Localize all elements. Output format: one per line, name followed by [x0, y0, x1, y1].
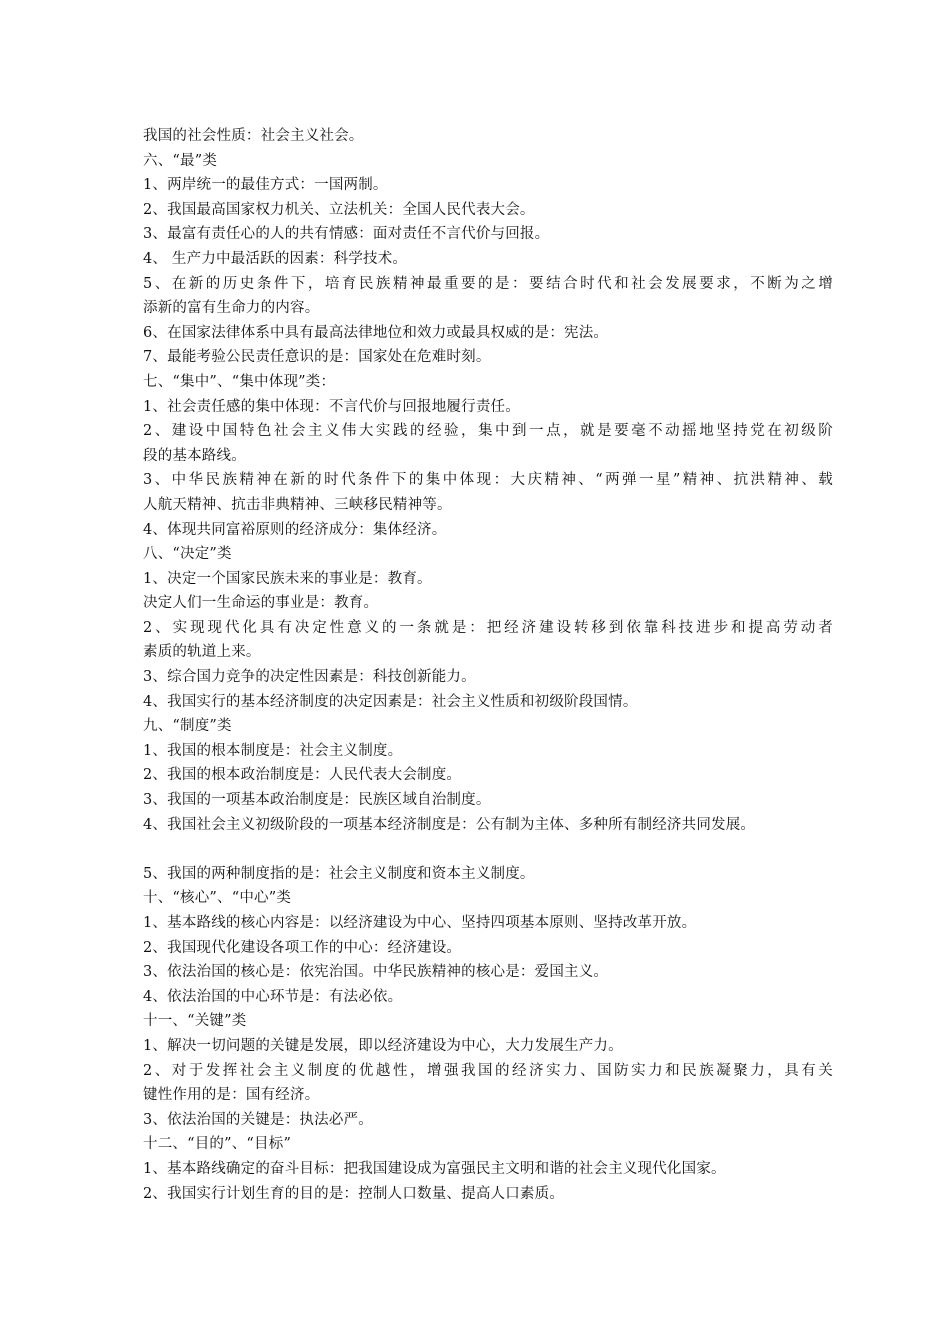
text-line: 1、两岸统一的最佳方式：一国两制。 [143, 177, 388, 194]
section-heading: 十二、“目的”、“目标” [143, 1136, 292, 1153]
text-line: 5、在新的历史条件下，培育民族精神最重要的是：要结合时代和社会发展要求，不断为之增 [143, 275, 833, 292]
text-line: 1、我国的根本制度是：社会主义制度。 [143, 742, 403, 759]
text-line: 1、决定一个国家民族未来的事业是：教育。 [143, 570, 432, 587]
text-line: 素质的轨道上来。 [143, 644, 261, 661]
text-line: 1、解决一切问题的关键是发展，即以经济建设为中心，大力发展生产力。 [143, 1037, 623, 1054]
text-line: 3、最富有责任心的人的共有情感：面对责任不言代价与回报。 [143, 226, 550, 243]
text-line: 1、社会责任感的集中体现：不言代价与回报地履行责任。 [143, 398, 520, 415]
section-heading: 九、“制度”类 [143, 718, 232, 735]
text-line: 2、我国实行计划生育的目的是：控制人口数量、提高人口素质。 [143, 1185, 565, 1202]
text-line: 决定人们一生命运的事业是：教育。 [143, 595, 379, 612]
text-line: 3、中华民族精神在新的时代条件下的集中体现：大庆精神、“两弹一星”精神、抗洪精神、载 [143, 472, 833, 489]
section-heading: 十、“核心”、“中心”类 [143, 890, 292, 907]
text-line: 7、最能考验公民责任意识的是：国家处在危难时刻。 [143, 349, 491, 366]
section-heading: 十一、“关键”类 [143, 1013, 247, 1030]
text-line: 3、我国的一项基本政治制度是：民族区域自治制度。 [143, 792, 491, 809]
text-line: 2、建设中国特色社会主义伟大实践的经验，集中到一点，就是要毫不动摇地坚持党在初级阶 [143, 423, 833, 440]
text-line: 4、我国实行的基本经济制度的决定因素是：社会主义性质和初级阶段国情。 [143, 693, 638, 710]
text-line: 段的基本路线。 [143, 447, 246, 464]
text-line: 2、我国的根本政治制度是：人民代表大会制度。 [143, 767, 462, 784]
text-line: 添新的富有生命力的内容。 [143, 300, 320, 317]
text-line: 3、依法治国的核心是：依宪治国。中华民族精神的核心是：爱国主义。 [143, 964, 609, 981]
section-heading: 八、“决定”类 [143, 546, 232, 563]
text-line: 1、基本路线确定的奋斗目标：把我国建设成为富强民主文明和谐的社会主义现代化国家。 [143, 1160, 726, 1177]
text-line: 6、在国家法律体系中具有最高法律地位和效力或最具权威的是：宪法。 [143, 324, 609, 341]
text-line: 2、我国最高国家权力机关、立法机关：全国人民代表大会。 [143, 201, 535, 218]
section-heading: 七、“集中”、“集中体现”类： [143, 373, 336, 390]
text-line: 我国的社会性质：社会主义社会。 [143, 128, 364, 144]
text-line: 人航天精神、抗击非典精神、三峡移民精神等。 [143, 496, 452, 513]
document-body [143, 124, 833, 1206]
text-line: 4、体现共同富裕原则的经济成分：集体经济。 [143, 521, 447, 538]
text-line: 键性作用的是：国有经济。 [143, 1087, 320, 1104]
text-line: 4、我国社会主义初级阶段的一项基本经济制度是：公有制为主体、多种所有制经济共同发展。 [143, 816, 756, 833]
text-line: 1、基本路线的核心内容是：以经济建设为中心、坚持四项基本原则、坚持改革开放。 [143, 915, 697, 931]
text-line: 3、综合国力竞争的决定性因素是：科技创新能力。 [143, 669, 476, 686]
text-line: 5、我国的两种制度指的是：社会主义制度和资本主义制度。 [143, 865, 535, 882]
text-line: 4、依法治国的中心环节是：有法必依。 [143, 988, 403, 1005]
text-line: 3、依法治国的关键是：执法必严。 [143, 1111, 373, 1128]
text-line: 4、 生产力中最活跃的因素：科学技术。 [143, 250, 408, 267]
text-line: 2、实现现代化具有决定性意义的一条就是：把经济建设转移到依靠科技进步和提高劳动者 [143, 619, 833, 636]
blank-line [143, 837, 833, 862]
text-line: 2、我国现代化建设各项工作的中心：经济建设。 [143, 939, 462, 956]
section-heading: 六、“最”类 [143, 152, 218, 169]
text-line: 2、对于发挥社会主义制度的优越性，增强我国的经济实力、国防实力和民族凝聚力，具有关 [143, 1062, 833, 1079]
